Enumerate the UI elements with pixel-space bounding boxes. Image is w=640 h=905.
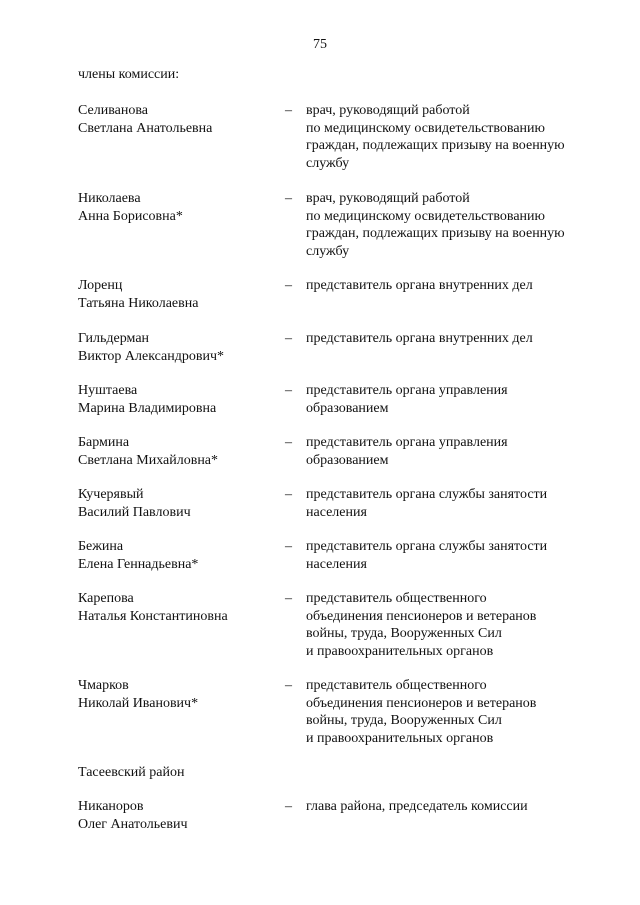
role-line: граждан, подлежащих призыву на военную bbox=[306, 226, 565, 241]
member-name bbox=[78, 538, 278, 573]
role-line: врач, руководящий работой bbox=[306, 191, 470, 206]
surname: Селиванова bbox=[78, 103, 148, 118]
role-line: представитель органа внутренних дел bbox=[306, 331, 533, 346]
member-role bbox=[306, 538, 596, 573]
member-role bbox=[306, 277, 596, 295]
dash: – bbox=[285, 383, 292, 398]
member-role bbox=[306, 798, 596, 816]
surname: Бежина bbox=[78, 539, 124, 554]
role-line: образованием bbox=[306, 452, 389, 468]
role-line: представитель общественного bbox=[306, 591, 487, 606]
given-names: Виктор Александрович* bbox=[78, 348, 225, 364]
role-line: войны, труда, Вооруженных Сил bbox=[306, 626, 502, 641]
role-line: объединения пенсионеров и ветеранов bbox=[306, 695, 537, 711]
role-line: граждан, подлежащих призыву на военную bbox=[306, 138, 565, 153]
given-names: Николай Иванович* bbox=[78, 695, 199, 711]
dash: – bbox=[285, 191, 292, 206]
role-line: представитель органа управления bbox=[306, 383, 508, 398]
surname: Николаева bbox=[78, 191, 141, 206]
surname: Карепова bbox=[78, 591, 134, 606]
district-heading: Тасеевский район bbox=[78, 765, 185, 780]
role-line: глава района, председатель комиссии bbox=[306, 799, 528, 814]
member-role bbox=[306, 190, 596, 260]
given-names: Марина Владимировна bbox=[78, 400, 217, 416]
surname: Никаноров bbox=[78, 799, 144, 814]
member-name bbox=[78, 102, 278, 137]
role-line: по медицинскому освидетельствованию bbox=[306, 208, 546, 224]
given-names: Наталья Константиновна bbox=[78, 608, 228, 624]
role-line: представитель органа управления bbox=[306, 435, 508, 450]
role-line: и правоохранительных органов bbox=[306, 730, 494, 746]
given-names: Светлана Анатольевна bbox=[78, 120, 213, 136]
role-line: представитель органа службы занятости bbox=[306, 487, 548, 502]
role-line: войны, труда, Вооруженных Сил bbox=[306, 713, 502, 728]
dash: – bbox=[285, 278, 292, 293]
member-name bbox=[78, 486, 278, 521]
dash: – bbox=[285, 799, 292, 814]
member-name bbox=[78, 677, 278, 712]
role-line: представитель органа внутренних дел bbox=[306, 278, 533, 293]
role-line: населения bbox=[306, 556, 367, 572]
member-role bbox=[306, 434, 596, 469]
role-line: образованием bbox=[306, 400, 389, 416]
member-role bbox=[306, 677, 596, 747]
member-name bbox=[78, 330, 278, 365]
surname: Бармина bbox=[78, 435, 130, 450]
role-line: представитель органа службы занятости bbox=[306, 539, 548, 554]
member-role bbox=[306, 590, 596, 660]
given-names: Василий Павлович bbox=[78, 504, 191, 520]
role-line: службу bbox=[306, 155, 350, 171]
surname: Кучерявый bbox=[78, 487, 144, 502]
dash: – bbox=[285, 678, 292, 693]
dash: – bbox=[285, 435, 292, 450]
surname: Нуштаева bbox=[78, 383, 138, 398]
role-line: представитель общественного bbox=[306, 678, 487, 693]
role-line: объединения пенсионеров и ветеранов bbox=[306, 608, 537, 624]
given-names: Елена Геннадьевна* bbox=[78, 556, 199, 572]
role-line: по медицинскому освидетельствованию bbox=[306, 120, 546, 136]
member-name bbox=[78, 382, 278, 417]
member-role bbox=[306, 382, 596, 417]
role-line: службу bbox=[306, 243, 350, 259]
member-name bbox=[78, 590, 278, 625]
dash: – bbox=[285, 487, 292, 502]
surname: Чмарков bbox=[78, 678, 129, 693]
role-line: и правоохранительных органов bbox=[306, 643, 494, 659]
member-name bbox=[78, 277, 278, 312]
given-names: Светлана Михайловна* bbox=[78, 452, 219, 468]
given-names: Татьяна Николаевна bbox=[78, 295, 199, 311]
role-line: врач, руководящий работой bbox=[306, 103, 470, 118]
member-role bbox=[306, 486, 596, 521]
given-names: Анна Борисовна* bbox=[78, 208, 183, 224]
dash: – bbox=[285, 103, 292, 118]
given-names: Олег Анатольевич bbox=[78, 816, 188, 832]
member-role bbox=[306, 102, 596, 172]
intro-heading: члены комиссии: bbox=[78, 67, 180, 82]
page-number: 75 bbox=[313, 37, 327, 52]
member-name bbox=[78, 434, 278, 469]
member-role bbox=[306, 330, 596, 348]
member-name bbox=[78, 190, 278, 225]
role-line: населения bbox=[306, 504, 367, 520]
dash: – bbox=[285, 591, 292, 606]
dash: – bbox=[285, 539, 292, 554]
surname: Лоренц bbox=[78, 278, 123, 293]
surname: Гильдерман bbox=[78, 331, 150, 346]
member-name bbox=[78, 798, 278, 833]
dash: – bbox=[285, 331, 292, 346]
